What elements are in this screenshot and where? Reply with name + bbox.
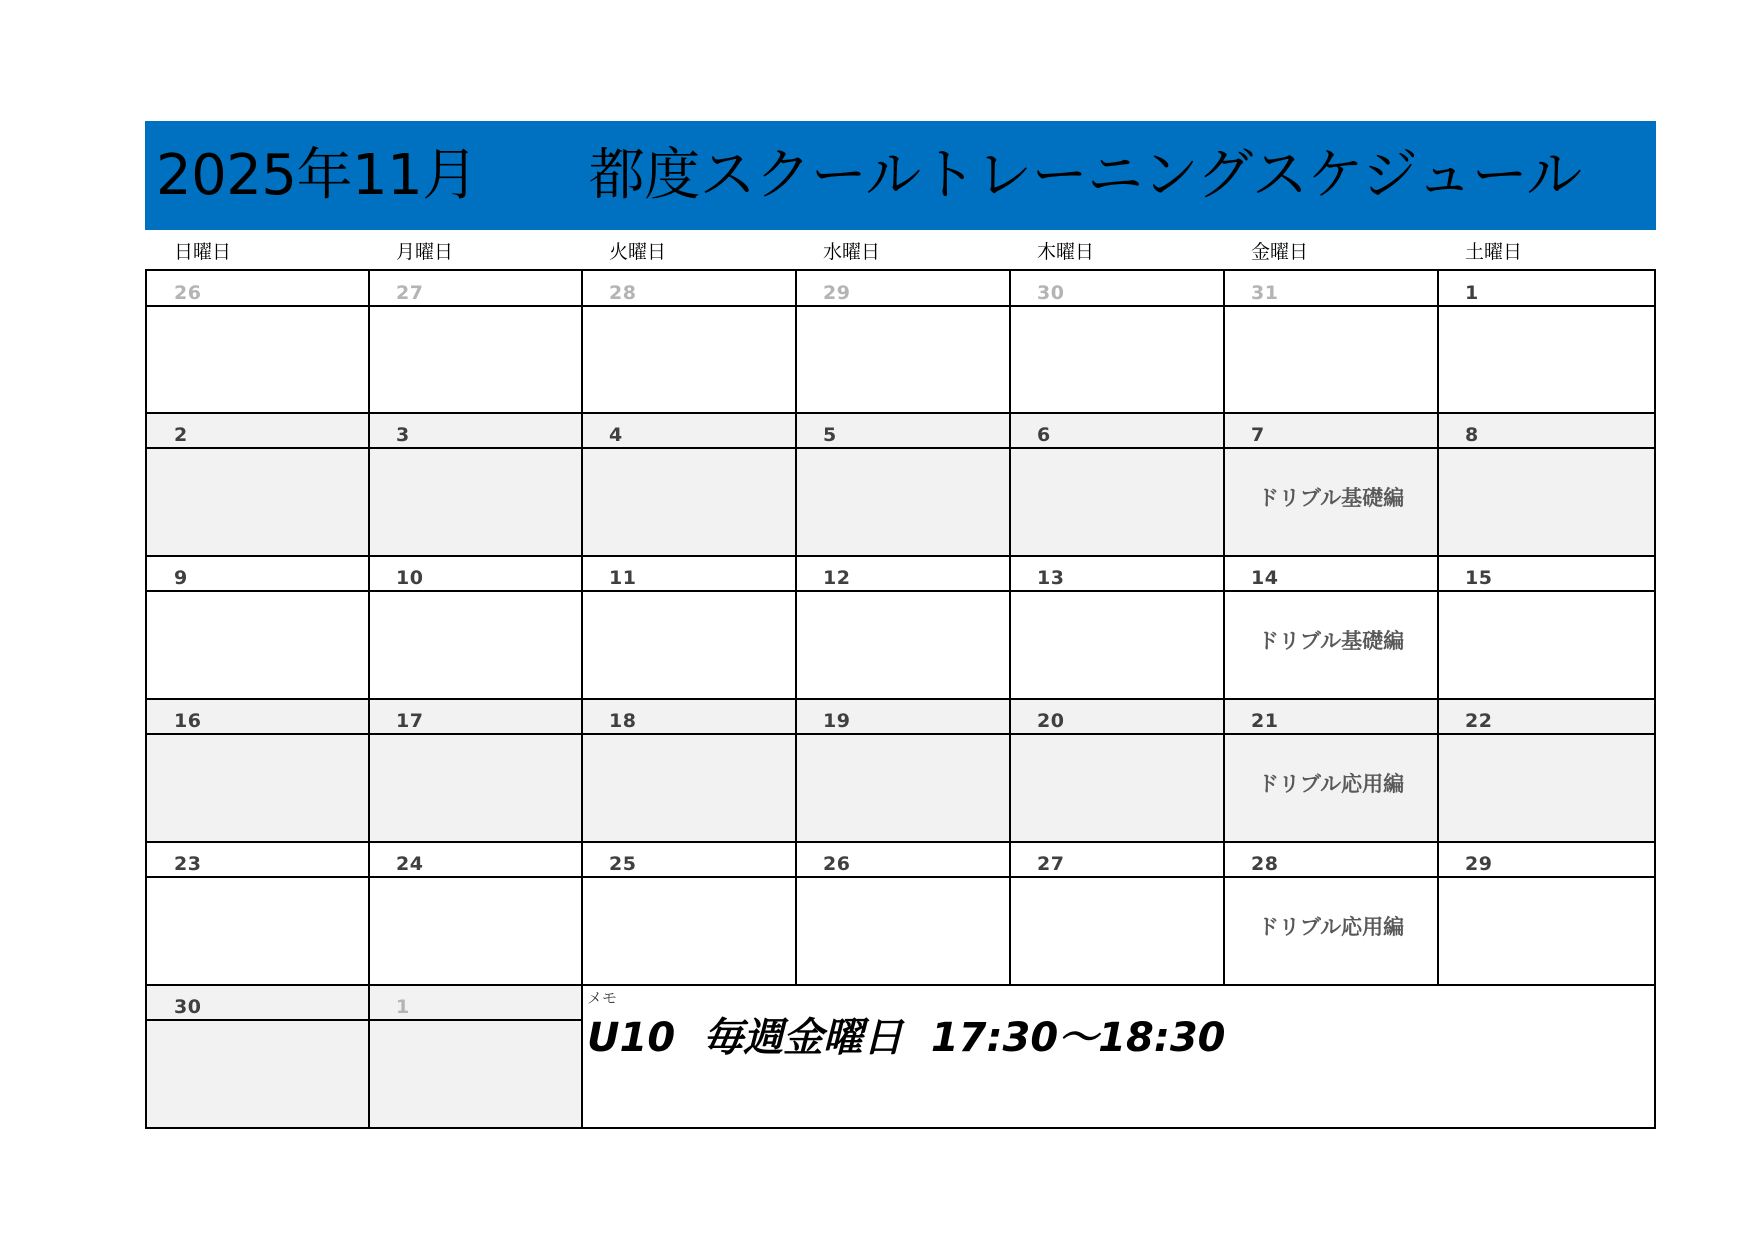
calendar-grid: [145, 269, 1656, 1129]
day-number: 20: [1037, 710, 1065, 732]
weekday-label: 金曜日: [1251, 241, 1309, 263]
day-number: 2: [174, 424, 188, 446]
day-number: 3: [396, 424, 410, 446]
day-number: 30: [174, 996, 202, 1018]
grid-line: [147, 590, 1654, 592]
event-label: ドリブル応用編: [1257, 772, 1405, 796]
day-number: 17: [396, 710, 424, 732]
day-number: 21: [1251, 710, 1279, 732]
grid-line: [147, 733, 1654, 735]
weekday-label: 日曜日: [174, 241, 232, 263]
weekday-label: 水曜日: [823, 241, 881, 263]
day-number: 26: [823, 853, 851, 875]
day-number: 7: [1251, 424, 1265, 446]
grid-line: [147, 876, 1654, 878]
day-number: 9: [174, 567, 188, 589]
day-number: 15: [1465, 567, 1493, 589]
day-number: 24: [396, 853, 424, 875]
day-number: 29: [823, 282, 851, 304]
grid-line: [147, 984, 1654, 986]
event-label: ドリブル応用編: [1257, 915, 1405, 939]
day-number: 4: [609, 424, 623, 446]
day-number: 12: [823, 567, 851, 589]
day-number: 10: [396, 567, 424, 589]
weekday-label: 土曜日: [1465, 241, 1523, 263]
day-number: 22: [1465, 710, 1493, 732]
memo-text: U10 毎週金曜日 17:30～18:30: [587, 1015, 1226, 1061]
day-number: 6: [1037, 424, 1051, 446]
day-number: 25: [609, 853, 637, 875]
day-number: 28: [1251, 853, 1279, 875]
day-number: 1: [396, 996, 410, 1018]
day-number: 18: [609, 710, 637, 732]
grid-line: [147, 1019, 582, 1021]
day-number: 5: [823, 424, 837, 446]
grid-line: [368, 271, 370, 1127]
weekday-label: 火曜日: [609, 241, 667, 263]
day-number: 27: [396, 282, 424, 304]
grid-line: [147, 555, 1654, 557]
grid-line: [1009, 271, 1011, 985]
weekday-label: 木曜日: [1037, 241, 1095, 263]
day-number: 8: [1465, 424, 1479, 446]
weekday-header-row: [145, 235, 1656, 269]
day-number: 28: [609, 282, 637, 304]
day-number: 27: [1037, 853, 1065, 875]
day-number: 29: [1465, 853, 1493, 875]
grid-line: [147, 412, 1654, 414]
memo-label: メモ: [587, 989, 618, 1007]
grid-line: [147, 305, 1654, 307]
day-number: 11: [609, 567, 637, 589]
day-number: 14: [1251, 567, 1279, 589]
grid-line: [147, 447, 1654, 449]
grid-line: [1437, 271, 1439, 985]
day-number: 30: [1037, 282, 1065, 304]
day-number: 16: [174, 710, 202, 732]
grid-line: [1223, 271, 1225, 985]
day-number: 23: [174, 853, 202, 875]
day-number: 13: [1037, 567, 1065, 589]
day-number: 31: [1251, 282, 1279, 304]
weekday-label: 月曜日: [396, 241, 454, 263]
event-label: ドリブル基礎編: [1257, 629, 1405, 653]
day-number: 26: [174, 282, 202, 304]
grid-line: [147, 841, 1654, 843]
grid-line: [795, 271, 797, 985]
day-number: 1: [1465, 282, 1479, 304]
calendar-title: 2025年11月 都度スクールトレーニングスケジュール: [156, 142, 1582, 208]
event-label: ドリブル基礎編: [1257, 486, 1405, 510]
day-number: 19: [823, 710, 851, 732]
grid-line: [147, 698, 1654, 700]
title-banner: [145, 121, 1656, 230]
grid-line: [581, 271, 583, 1127]
